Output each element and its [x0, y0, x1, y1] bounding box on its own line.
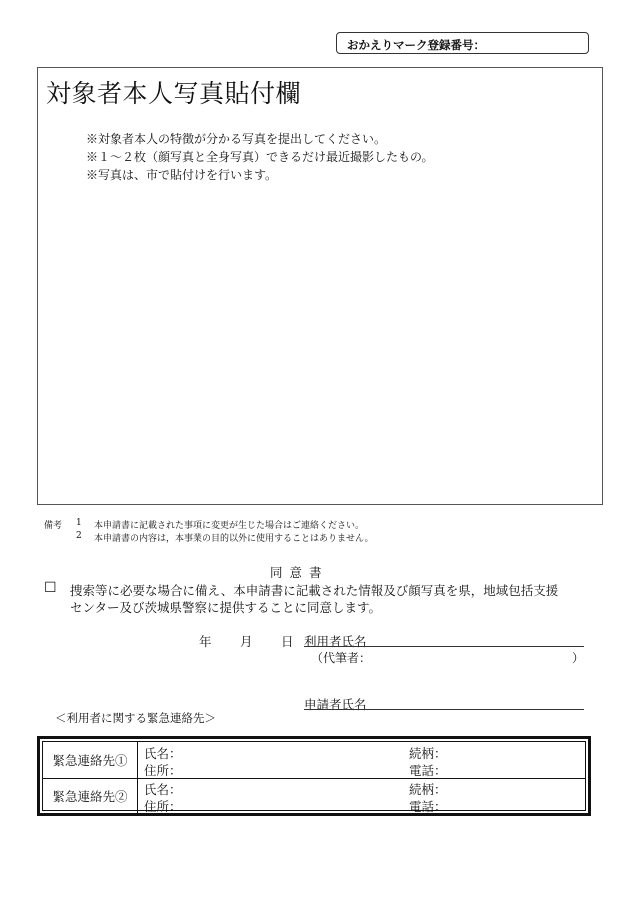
- applicant-name-label: 申請者氏名: [304, 697, 367, 712]
- emergency-address-field[interactable]: 住所：: [144, 799, 182, 814]
- user-name-label: 利用者氏名: [304, 634, 367, 649]
- proxy-writer-open: （代筆者：: [311, 651, 372, 665]
- emergency-relation-field[interactable]: 続柄：: [409, 782, 447, 797]
- proxy-writer-close: ）: [572, 651, 585, 665]
- emergency-contact-table: [37, 736, 591, 816]
- user-name-field[interactable]: [304, 646, 584, 647]
- photo-section-title: 対象者本人写真貼付欄: [46, 79, 302, 108]
- emergency-relation-field[interactable]: 続柄：: [409, 746, 447, 761]
- photo-note: ※写真は、市で貼付けを行います。: [86, 168, 278, 182]
- remark-number: 2: [76, 531, 82, 541]
- emergency-phone-field[interactable]: 電話：: [409, 763, 447, 778]
- consent-title: 同意書: [270, 565, 329, 580]
- consent-text-line: センター及び茨城県警察に提供することに同意します。: [70, 600, 382, 615]
- remark-text: 本申請書の内容は，本事業の目的以外に使用することはありません。: [94, 534, 374, 544]
- date-month-label: 月: [240, 634, 253, 649]
- consent-text-line: 捜索等に必要な場合に備え、本申請書に記載された情報及び顔写真を県，地域包括支援: [70, 583, 559, 598]
- date-day-label: 日: [281, 634, 294, 649]
- applicant-name-field[interactable]: [304, 709, 584, 710]
- remark-number: 1: [76, 518, 82, 528]
- registration-number-label: おかえりマーク登録番号：: [347, 38, 485, 52]
- emergency-name-field[interactable]: 氏名：: [144, 746, 182, 761]
- photo-note: ※対象者本人の特徴が分かる写真を提出してください。: [86, 132, 387, 146]
- photo-note: ※１～２枚（顔写真と全身写真）できるだけ最近撮影したもの。: [86, 150, 434, 164]
- emergency-contact-label: 緊急連絡先②: [43, 778, 138, 814]
- emergency-phone-field[interactable]: 電話：: [409, 799, 447, 814]
- consent-checkbox[interactable]: ☐: [44, 580, 57, 596]
- emergency-contact-heading: ＜利用者に関する緊急連絡先＞: [55, 711, 216, 725]
- photo-attachment-box: [37, 67, 603, 505]
- registration-number-box[interactable]: [336, 32, 589, 54]
- emergency-name-field[interactable]: 氏名：: [144, 782, 182, 797]
- date-year-label: 年: [199, 634, 212, 649]
- remark-text: 本申請書に記載された事項に変更が生じた場合はご連絡ください。: [94, 521, 365, 531]
- remarks-key: 備考: [44, 521, 63, 531]
- emergency-contact-label: 緊急連絡先①: [43, 742, 138, 778]
- emergency-address-field[interactable]: 住所：: [144, 763, 182, 778]
